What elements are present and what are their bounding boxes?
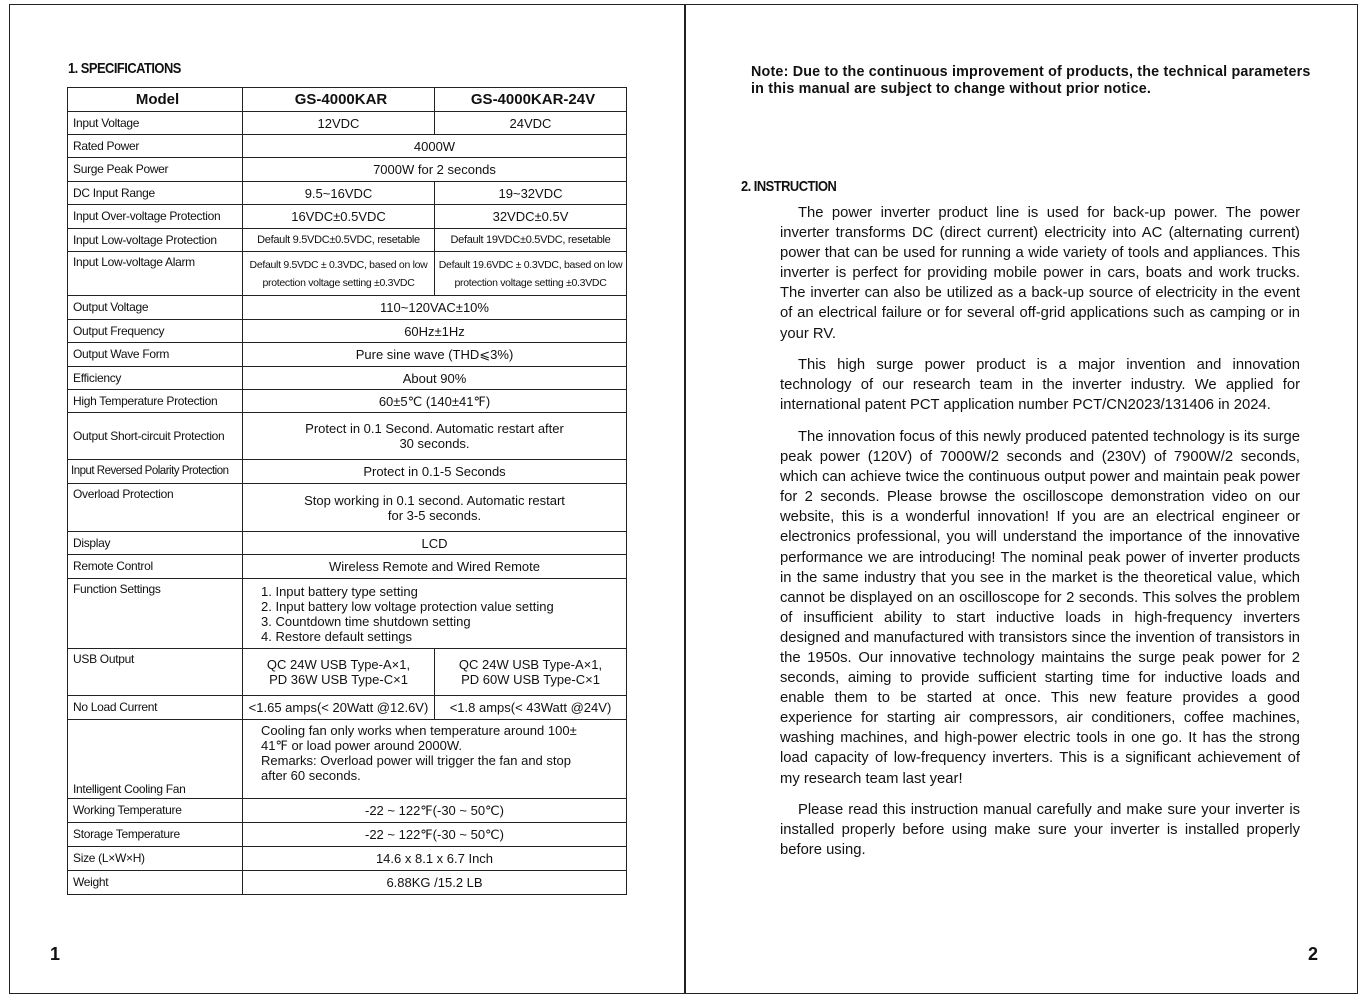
- row-label: Surge Peak Power: [68, 158, 243, 182]
- page-number-left: 1: [50, 944, 61, 964]
- row-value: 14.6 x 8.1 x 6.7 Inch: [243, 847, 627, 871]
- row-value-12v: [243, 649, 435, 696]
- row-label: DC Input Range: [68, 182, 243, 205]
- specifications-heading: 1. SPECIFICATIONS: [68, 60, 181, 77]
- row-label: Overload Protection: [68, 484, 243, 532]
- cell-line: PD 60W USB Type-C×1: [461, 672, 600, 687]
- cell-line: 1. Input battery type setting: [261, 583, 418, 599]
- row-value-24v: 24VDC: [435, 112, 627, 135]
- row-value: [243, 484, 627, 532]
- table-row: [68, 320, 627, 343]
- row-value-12v: 12VDC: [243, 112, 435, 135]
- cell-line: 41℉ or load power around 2000W.: [261, 738, 462, 753]
- table-row: [68, 696, 627, 720]
- row-value: 7000W for 2 seconds: [243, 158, 627, 182]
- cell-line: PD 36W USB Type-C×1: [269, 672, 408, 687]
- header-model-2: GS-4000KAR-24V: [435, 88, 627, 112]
- table-row: [68, 158, 627, 182]
- row-value-24v: [435, 649, 627, 696]
- row-label: Input Low-voltage Protection: [68, 229, 243, 252]
- table-row: [68, 847, 627, 871]
- row-label: USB Output: [68, 649, 243, 696]
- row-label: Output Voltage: [68, 296, 243, 320]
- cell-line: Protect in 0.1 Second. Automatic restart after: [305, 421, 564, 436]
- instruction-paragraph: This high surge power product is a major invention and innovation technology of our research team in the inverter industry. We applied for international patent PCT application number PCT/CN2023/131406 in 2024.: [780, 357, 1300, 414]
- cell-line: Stop working in 0.1 second. Automatic restart: [304, 492, 565, 508]
- cell-line: QC 24W USB Type-A×1,: [458, 657, 603, 672]
- table-row: [68, 532, 627, 555]
- row-label: Function Settings: [68, 579, 243, 649]
- row-value-12v: Default 9.5VDC±0.5VDC, resetable: [243, 229, 435, 252]
- row-value-12v: 16VDC±0.5VDC: [243, 205, 435, 229]
- instruction-body: [780, 203, 1300, 872]
- table-row: [68, 823, 627, 847]
- table-row: [68, 343, 627, 367]
- row-value-24v: <1.8 amps(< 43Watt @24V): [435, 696, 627, 720]
- row-label: No Load Current: [68, 696, 243, 720]
- row-label: Display: [68, 532, 243, 555]
- row-value-24v: [435, 252, 627, 296]
- row-value: 6.88KG /15.2 LB: [243, 871, 627, 895]
- table-row: [68, 720, 627, 799]
- row-value: [243, 720, 627, 799]
- row-value-24v: Default 19VDC±0.5VDC, resetable: [435, 229, 627, 252]
- table-row: [68, 799, 627, 823]
- row-label: Size (L×W×H): [68, 847, 243, 871]
- cell-line: 30 seconds.: [399, 436, 470, 451]
- row-label: Intelligent Cooling Fan: [68, 720, 243, 799]
- row-value: -22 ~ 122℉(-30 ~ 50℃): [243, 799, 627, 823]
- table-row: [68, 555, 627, 579]
- row-value-12v: <1.65 amps(< 20Watt @12.6V): [243, 696, 435, 720]
- cell-line: for 3-5 seconds.: [387, 507, 482, 523]
- row-label: Input Reversed Polarity Protection: [68, 460, 243, 484]
- cell-line: protection voltage setting ±0.3VDC: [454, 276, 607, 289]
- instruction-heading: 2. INSTRUCTION: [741, 178, 837, 195]
- row-value: 60Hz±1Hz: [243, 320, 627, 343]
- row-label: Output Frequency: [68, 320, 243, 343]
- row-label: Output Wave Form: [68, 343, 243, 367]
- header-model: Model: [68, 88, 243, 112]
- row-label: Input Voltage: [68, 112, 243, 135]
- table-row: [68, 205, 627, 229]
- table-row: [68, 296, 627, 320]
- table-row: [68, 413, 627, 460]
- cell-line: protection voltage setting ±0.3VDC: [262, 276, 415, 289]
- row-value-24v: 32VDC±0.5V: [435, 205, 627, 229]
- row-value: [243, 579, 627, 649]
- header-model-1: GS-4000KAR: [243, 88, 435, 112]
- cell-line: after 60 seconds.: [261, 768, 361, 783]
- table-row: [68, 112, 627, 135]
- row-label: Output Short-circuit Protection: [68, 413, 243, 460]
- row-label: Input Over-voltage Protection: [68, 205, 243, 229]
- row-value: 60±5℃ (140±41℉): [243, 390, 627, 413]
- cell-line: 2. Input battery low voltage protection value setting: [261, 598, 554, 614]
- row-value: Wireless Remote and Wired Remote: [243, 555, 627, 579]
- row-value: About 90%: [243, 367, 627, 390]
- row-value: -22 ~ 122℉(-30 ~ 50℃): [243, 823, 627, 847]
- cell-line: 3. Countdown time shutdown setting: [261, 613, 471, 629]
- row-label: Storage Temperature: [68, 823, 243, 847]
- table-row: [68, 390, 627, 413]
- table-row: [68, 460, 627, 484]
- cell-line: 4. Restore default settings: [261, 628, 413, 644]
- table-row: [68, 367, 627, 390]
- table-row: [68, 182, 627, 205]
- cell-line: Remarks: Overload power will trigger the fan and stop: [261, 753, 571, 768]
- table-row: [68, 579, 627, 649]
- row-value: Pure sine wave (THD⩽3%): [243, 343, 627, 367]
- row-value: LCD: [243, 532, 627, 555]
- page-divider: [684, 4, 686, 994]
- row-label: High Temperature Protection: [68, 390, 243, 413]
- row-value: [243, 413, 627, 460]
- row-label: Input Low-voltage Alarm: [68, 252, 243, 296]
- row-label: Rated Power: [68, 135, 243, 158]
- cell-line: Cooling fan only works when temperature around 100±: [261, 723, 577, 738]
- row-value-12v: [243, 252, 435, 296]
- table-row: [68, 252, 627, 296]
- table-row: [68, 871, 627, 895]
- page-number-right: 2: [1308, 944, 1319, 964]
- table-row: [68, 229, 627, 252]
- table-row: [68, 135, 627, 158]
- table-row: [68, 649, 627, 696]
- row-label: Efficiency: [68, 367, 243, 390]
- cell-line: Default 9.5VDC ± 0.3VDC, based on low: [249, 258, 428, 271]
- table-header-row: [68, 88, 627, 112]
- instruction-paragraph: The innovation focus of this newly produced patented technology is its surge peak power (120V) of 7000W/2 seconds and (230V) of 7900W/2 seconds, which can achieve twice the continuous output power and maintain peak power for 2 seconds. Please browse the oscilloscope demonstration video on our website, this is a wonderful innovation! If you are an electrical engineer or electronics professional, you will understand the importance of the innovative performance we are introducing! The nominal peak power of inverter products in the same industry that you see in the market is the theoretical value, which cannot be displayed on an oscilloscope for 2 seconds. This solves the problem of insufficient ability to start inductive loads in high-frequency inverters designed and manufactured with transistors since the invention of transistors in the 1950s. Our innovative technology maintains the surge peak power for 2 seconds, aiming to provide sufficient starting time for inductive loads and enable them to be started at once. This new feature provides a good experience for starting air compressors, air conditioners, coffee machines, washing machines, and high-power electric tools in one go. It has the strong load capacity of low-frequency inverters. This is a significant achievement of my research team last year!: [780, 428, 1300, 787]
- specifications-table: [67, 87, 627, 895]
- instruction-paragraph: The power inverter product line is used for back-up power. The power inverter transforms DC (direct current) electricity into AC (alternating current) power that can be used for running a wide variety of tools and appliances. This inverter is perfect for providing mobile power in cars, boats and work trucks. The inverter can also be utilized as a back-up source of electricity in the event of an electrical failure or for several off-grid applications such as camping or in your RV.: [780, 205, 1300, 342]
- row-value: 110~120VAC±10%: [243, 296, 627, 320]
- row-label: Working Temperature: [68, 799, 243, 823]
- cell-line: Default 19.6VDC ± 0.3VDC, based on low: [438, 258, 623, 271]
- row-label: Weight: [68, 871, 243, 895]
- instruction-paragraph: Please read this instruction manual carefully and make sure your inverter is installed properly before using make sure your inverter is installed properly before using.: [780, 802, 1300, 859]
- cell-line: QC 24W USB Type-A×1,: [266, 657, 411, 672]
- row-value: 4000W: [243, 135, 627, 158]
- row-value: Protect in 0.1-5 Seconds: [243, 460, 627, 484]
- table-row: [68, 484, 627, 532]
- row-label: Remote Control: [68, 555, 243, 579]
- row-value-24v: 19~32VDC: [435, 182, 627, 205]
- revision-note: Note: Due to the continuous improvement of products, the technical parameters in this manual are subject to change without prior notice.: [751, 64, 1311, 97]
- row-value-12v: 9.5~16VDC: [243, 182, 435, 205]
